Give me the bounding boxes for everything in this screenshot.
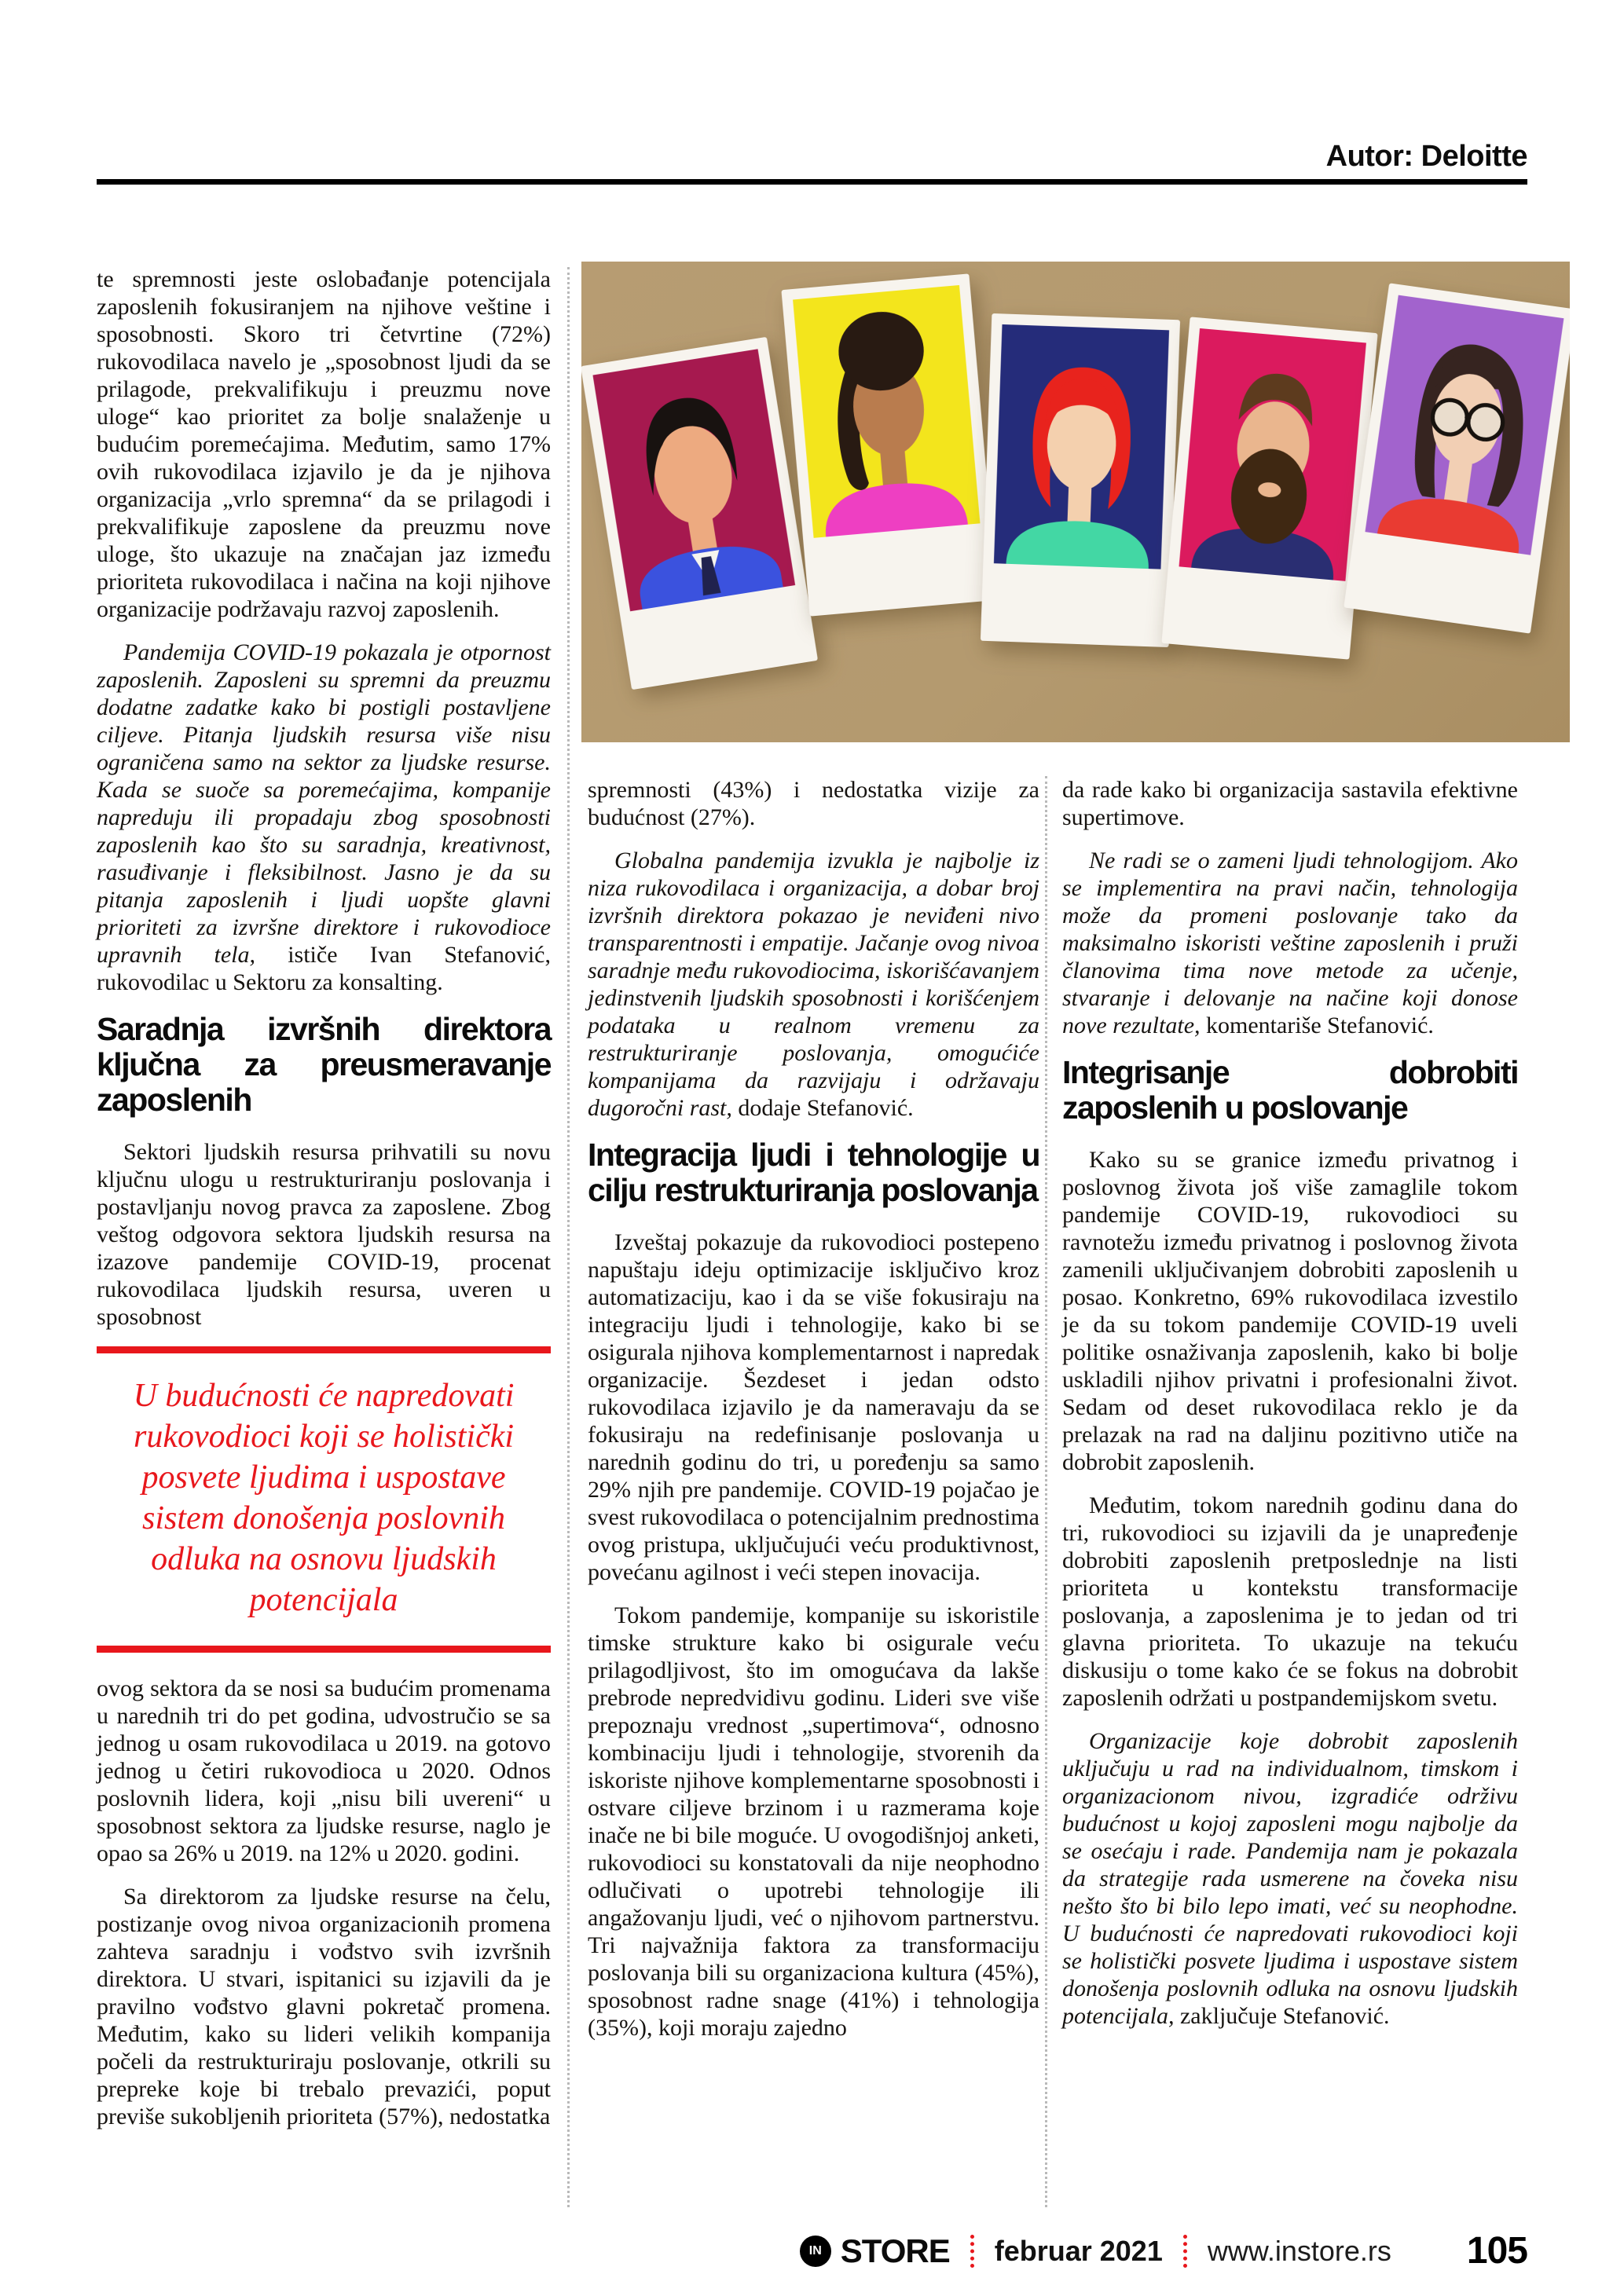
page-footer xyxy=(97,2229,1527,2272)
avatar-red-hair-illustration xyxy=(981,313,1180,647)
quote-italic-text: Ne radi se o zameni ljudi tehnologijom. Ako se implementira na pravi način, tehnologija može da promeni poslovanje tako da maksimalno iskoristi veštine zaposlenih i pruži članovima tima nove metode za učenje, stvaranje i delovanje na načine koji donose nove rezultate, xyxy=(1062,848,1518,1038)
paragraph: spremnosti (43%) i nedostatka vizije za budućnost (27%). xyxy=(588,777,1039,830)
column-divider xyxy=(567,267,570,2207)
footer-date: februar 2021 xyxy=(994,2234,1163,2267)
paragraph: Izveštaj pokazuje da rukovodioci postepeno napuštaju ideju optimizacije isključivo kroz automatizaciju, kao i da se više fokusiraju na integraciju ljudi i tehnologije, kako bi se osigurala njihova komplementarnost i napredak organizacije. Šezdeset i jedan odsto rukovodilaca izjavilo je da nameravaju da se fokusiraju na redefinisanje poslovanja u narednih godinu do tri, u poređenju sa samo 29% njih pre pandemije. COVID-19 pojačao je svest rukovodilaca o potencijalnim prednostima ovog pristupa, uključujući veću produktivnost, povećanu agilnost i veći stepen inovacija. xyxy=(588,1229,1039,1585)
paragraph: Međutim, tokom narednih godinu dana do tri, rukovodioci su izjavili da je unapređenje dobrobiti zaposlenih pretposlednje na listi prioriteta u kontekstu transformacije poslovanja, a zaposlenima je to jedan od tri glavna prioriteta. To ukazuje na tekuću diskusiju o tome kako će se fokus na dobrobit zaposlenih održati u postpandemijskom svetu. xyxy=(1062,1492,1518,1711)
footer-url: www.instore.rs xyxy=(1207,2234,1391,2267)
text-column-3 xyxy=(1062,776,1518,2045)
quote-attribution: ističe Ivan Stefanović, rukovodilac u Sektoru za konsalting. xyxy=(97,942,551,995)
quote-attribution: dodaje Stefanović. xyxy=(731,1095,914,1121)
text-column-2 xyxy=(588,776,1039,2057)
section-heading: Integracija ljudi i tehnologije u cilju restrukturiranja poslovanja xyxy=(588,1137,1039,1208)
header-rule xyxy=(97,179,1527,185)
author-byline: Autor: Deloitte xyxy=(1325,140,1527,173)
footer-separator xyxy=(1183,2235,1187,2268)
quote-attribution: zaključuje Stefanović. xyxy=(1174,2003,1390,2029)
paragraph: ovog sektora da se nosi sa budućim promenama u narednih tri do pet godina, udvostručio se sa jednog u osam rukovodilaca u 2019. na gotovo jednog u četiri rukovodioca u 2020. Odnos poslovnih lidera, koji „nisu bili uvereni“ u sposobnost sektora za ljudske resurse, naglo je opao sa 26% u 2019. na 12% u 2020. godini. xyxy=(97,1675,551,1866)
page-number: 105 xyxy=(1466,2230,1527,2272)
paragraph: Kako su se granice između privatnog i poslovnog života još više zamaglile tokom pandemije COVID-19, rukovodioci su ravnotežu između privatnog i poslovnog života zamenili uključivanjem dobrobiti zaposlenih u posao. Konkretno, 69% rukovodilaca izvestilo je da su tokom pandemije COVID-19 uveli politike osnaživanja zaposlenih, kako bi bolje uskladili njihov privatni i profesionalni život. Sedam od deset rukovodilaca reklo je da prelazak na rad na daljinu pozitivno utiče na dobrobit zaposlenih. xyxy=(1062,1147,1518,1475)
avatar-woman-ponytail-illustration xyxy=(781,273,997,616)
footer-separator xyxy=(970,2235,974,2268)
instore-logo-mark-icon: IN xyxy=(800,2236,831,2267)
column-divider xyxy=(1045,776,1047,2207)
text-column-1 xyxy=(97,265,551,2146)
section-heading: Integrisanje dobrobiti zaposlenih u poslovanje xyxy=(1062,1054,1518,1126)
avatar-bearded-man-illustration xyxy=(1161,317,1377,659)
polaroid-card-woman-red-hair xyxy=(981,313,1180,647)
paragraph: Sektori ljudskih resursa prihvatili su novu ključnu ulogu u restrukturiranju poslovanja i postavljanju novog pravca za zaposlene. Zbog veštog odgovora sektora ljudskih resursa na izazove pandemije COVID-19, procenat rukovodilaca ljudskih resursa, uveren u sposobnost xyxy=(97,1139,551,1330)
paragraph: Tokom pandemije, kompanije su iskoristile timske strukture kako bi osigurale veću prilagodljivost, što im omogućava da lakše prebrode nepredvidivu godinu. Lideri sve više prepoznaju vrednost „supertimova“, odnosno kombinaciju ljudi i tehnologije, stvorenih da iskoriste njihove komplementarne sposobnosti i ostvare ciljeve brzinom i u razmerama koje inače ne bi bile moguće. U ovogodišnjoj anketi, rukovodioci su konstatovali da nije neophodno odlučivati o upotrebi tehnologije ili angažovanju ljudi, već o njihovom partnerstvu. Tri najvažnija faktora za transformaciju poslovanja bili su organizaciona kultura (45%), sposobnost radne snage (41%) i tehnologija (35%), koji moraju zajedno xyxy=(588,1602,1039,2041)
polaroid-card-bearded-man xyxy=(1161,317,1377,659)
instore-logo-wordmark: STORE xyxy=(840,2232,950,2269)
quote-paragraph xyxy=(97,639,551,996)
quote-italic-text: Pandemija COVID-19 pokazala je otpornost zaposlenih. Zaposleni su spremni da preuzmu dodatne zadatke kako bi postigli postavljene ciljeve. Pitanja ljudskih resursa više nisu ograničena samo na sektor za ljudske resurse. Kada se suoče sa poremećajima, kompanije napreduju ili propadaju zbog sposobnosti zaposlenih kao što su saradnja, kreativnost, rasuđivanje i fleksibilnost. Jasno je da su pitanja zaposlenih i ljudi uopšte glavni prioriteti za izvršne direktore i rukovodioce upravnih tela, xyxy=(97,639,551,968)
instore-logo xyxy=(800,2232,950,2270)
quote-italic-text: Organizacije koje dobrobit zaposlenih uključuju u rad na individualnom, timskom i organizacionom nivou, izgradiće održivu budućnost u kojoj zaposleni mogu najbolje da se osećaju i rade. Pandemija nam je pokazala da strategije rada usmerene na čoveka nisu nešto što bi bilo lepo imati, već su neophodne. U budućnosti će napredovati rukovodioci koji se holistički posvete ljudima i uspostave sistem donošenja poslovnih odluka na osnovu ljudskih potencijala, xyxy=(1062,1728,1518,2029)
article-photo xyxy=(581,262,1570,742)
quote-paragraph xyxy=(588,847,1039,1122)
quote-paragraph xyxy=(1062,847,1518,1039)
paragraph: da rade kako bi organizacija sastavila efektivne supertimove. xyxy=(1062,777,1518,830)
paragraph: Sa direktorom za ljudske resurse na čelu, postizanje ovog nivoa organizacionih promena zahteva saradnju i vođstvo svih izvršnih direktora. U stvari, ispitanici su izjavili da je pravilno vođstvo glavni pokretač promena. Međutim, kako su lideri velikih kompanija počeli da restrukturiraju poslovanje, otkrili su prepreke koje bi trebalo prevazići, poput previše sukobljenih prioriteta (57%), nedostatka xyxy=(97,1884,551,2129)
polaroid-card-woman-ponytail xyxy=(781,273,997,616)
section-heading: Saradnja izvršnih direktora ključna za preusmeravanje zaposlenih xyxy=(97,1011,551,1118)
quote-attribution: komentariše Stefanović. xyxy=(1200,1013,1434,1038)
pull-quote: U budućnosti će napredovati rukovodioci koji se holistički posvete ljudima i uspostave sistem donošenja poslovnih odluka na osnovu ljudskih potencijala xyxy=(97,1346,551,1653)
paragraph: te spremnosti jeste oslobađanje potencijala zaposlenih fokusiranjem na njihove veštine i sposobnosti. Skoro tri četvrtine (72%) rukovodilaca navelo je „sposobnost ljudi da se prilagode, prekvalifikuju i preuzmu nove uloge“ kao prioritet za bolje snalaženje u budućim poremećajima. Međutim, samo 17% ovih rukovodilaca izjavilo je da je njihova organizacija „vrlo spremna“ da se prilagodi i prekvalifikuje zaposlene da preuzmu nove uloge, što ukazuje na značajan jaz između prioriteta rukovodilaca i načina na koji njihove organizacije podržavaju razvoj zaposlenih. xyxy=(97,266,551,622)
quote-paragraph xyxy=(1062,1727,1518,2030)
quote-italic-text: Globalna pandemija izvukla je najbolje iz niza rukovodilaca i organizacija, a dobar broj izvršnih direktora pokazao je neviđeni nivo transparentnosti i empatije. Jačanje ovog nivoa saradnje među rukovodiocima, iskorišćavanjem jedinstvenih ljudskih sposobnosti i korišćenjem podataka u realnom vremenu za restrukturiranje poslovanja, omogućiće kompanijama da razvijaju i održavaju dugoročni rast, xyxy=(588,848,1039,1121)
